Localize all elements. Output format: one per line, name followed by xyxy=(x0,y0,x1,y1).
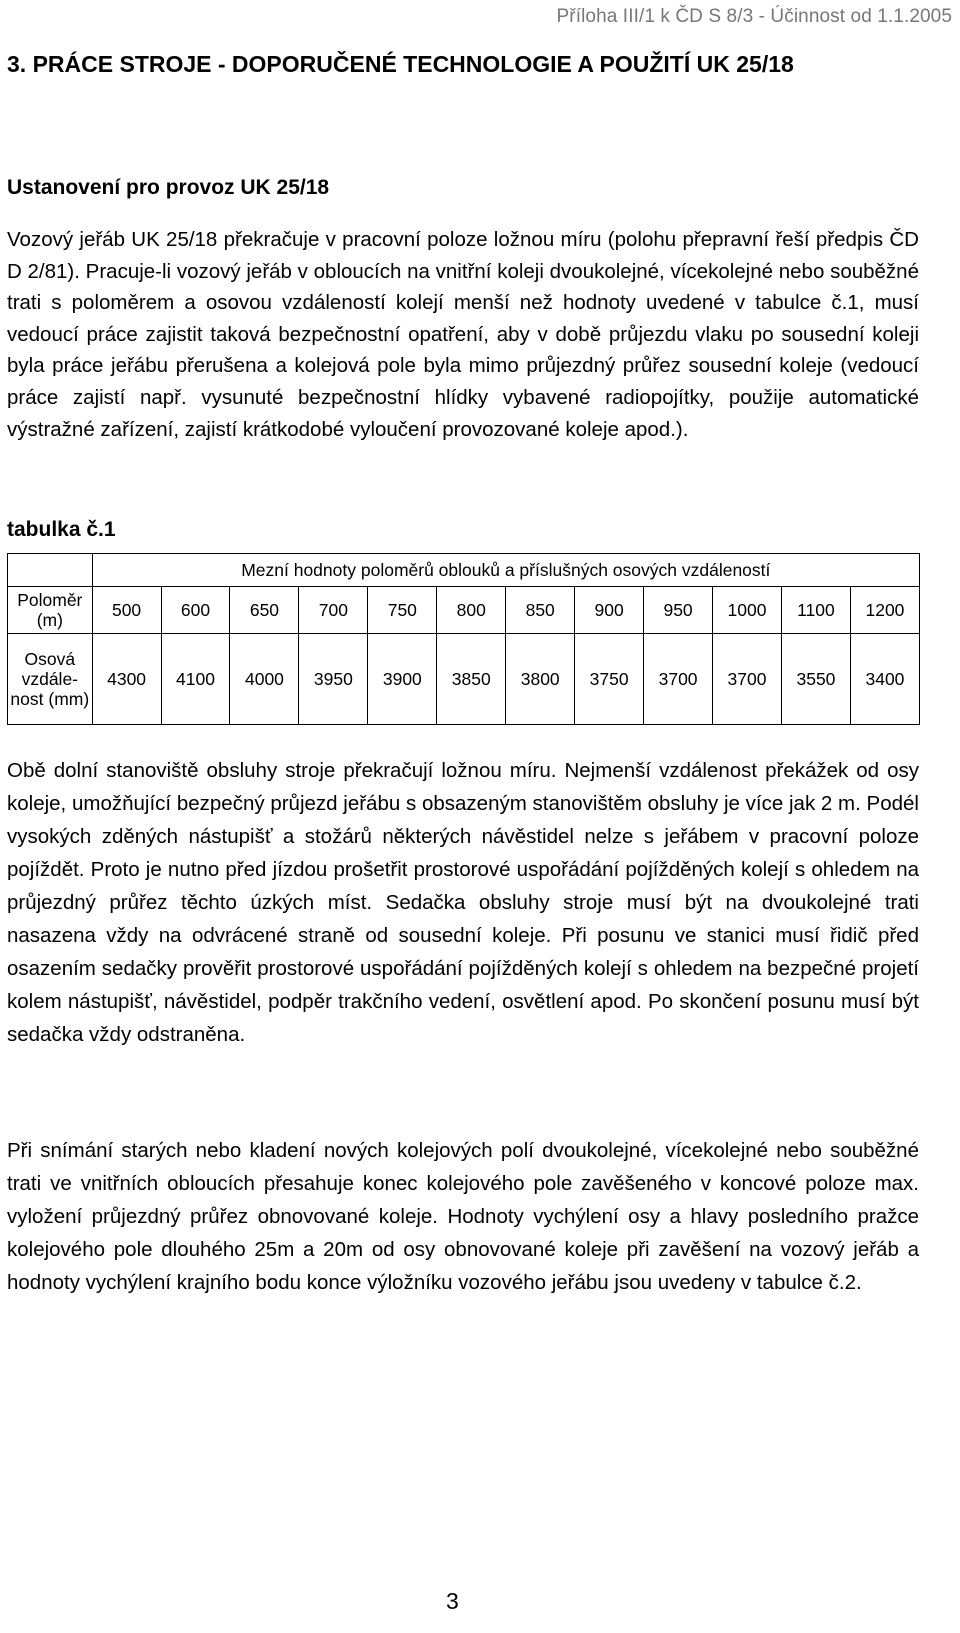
axis-distance-value: 3950 xyxy=(299,634,368,725)
radius-value: 1200 xyxy=(850,587,919,634)
axis-distance-value: 3700 xyxy=(713,634,782,725)
table-row-radius xyxy=(8,587,920,634)
paragraph-track-panel-overhang: Při snímání starých nebo kladení nových kolejových polí dvoukolejné, vícekolejné nebo souběžné trati ve vnitřních obloucích přesahuje konec kolejového pole zavěšeného v koncové poloze max. vyložení průjezdný průřez obnovované koleje. Hodnoty vychýlení osy a hlavy posledního pražce kolejového pole dlouhého 25m a 20m od osy obnovované koleje při zavěšení na vozový jeřáb a hodnoty vychýlení krajního bodu konce výložníku vozového jeřábu jsou uvedeny v tabulce č.2. xyxy=(7,1139,919,1294)
paragraph-operator-stations: Obě dolní stanoviště obsluhy stroje překračují ložnou míru. Nejmenší vzdálenost překážek od osy koleje, umožňující bezpečný průjezd jeřábu s obsazeným stanovištěm obsluhy je více jak 2 m. Podél vysokých zděných nástupišť a stožárů některých návěstidel nelze s jeřábem v pracovní poloze pojíždět. Proto je nutno před jízdou prošetřit prostorové uspořádání pojížděných kolejí s ohledem na průjezdný průřez těchto úzkých míst. Sedačka obsluhy stroje musí být na dvoukolejné trati nasazena vždy na odvrácené straně od sousední koleje. Při posunu ve stanici musí řidič před osazením sedačky prověřit prostorové uspořádání pojížděných kolejí s ohledem na bezpečné projetí kolem nástupišť, návěstidel, podpěr trakčního vedení, osvětlení apod. Po skončení posunu musí být sedačka vždy odstraněna. xyxy=(7,759,919,1046)
axis-distance-value: 3700 xyxy=(644,634,713,725)
radius-value: 1100 xyxy=(781,587,850,634)
axis-distance-value: 3850 xyxy=(437,634,506,725)
axis-distance-value: 3550 xyxy=(781,634,850,725)
table-corner-cell xyxy=(8,554,93,587)
table-header-cell: Mezní hodnoty poloměrů oblouků a příslušných osových vzdáleností xyxy=(92,554,919,587)
table-row-axis-distance xyxy=(8,634,920,725)
axis-distance-value: 3750 xyxy=(575,634,644,725)
table-header-row xyxy=(8,554,920,587)
axis-distance-value: 3900 xyxy=(368,634,437,725)
page-number: 3 xyxy=(446,1588,459,1614)
radius-value: 1000 xyxy=(713,587,782,634)
document-header-note: Příloha III/1 k ČD S 8/3 - Účinnost od 1.1.2005 xyxy=(556,6,952,27)
radius-label-cell: Poloměr (m) xyxy=(8,587,93,634)
axis-distance-label-cell: Osová vzdále-nost (mm) xyxy=(8,634,93,725)
limits-table xyxy=(7,553,920,725)
axis-distance-value: 4100 xyxy=(161,634,230,725)
radius-value: 850 xyxy=(506,587,575,634)
radius-value: 700 xyxy=(299,587,368,634)
radius-value: 500 xyxy=(92,587,161,634)
radius-value: 900 xyxy=(575,587,644,634)
paragraph-operation-rules: Vozový jeřáb UK 25/18 překračuje v pracovní poloze ložnou míru (polohu přepravní řeší předpis ČD D 2/81). Pracuje-li vozový jeřáb v obloucích na vnitřní koleji dvoukolejné, vícekolejné nebo souběžné trati s poloměrem a osovou vzdáleností kolejí menší než hodnoty uvedené v tabulce č.1, musí vedoucí práce zajistit taková bezpečnostní opatření, aby v době průjezdu vlaku po sousední koleji byla práce jeřábu přerušena a kolejová pole byla mimo průjezdný průřez sousední koleje (vedoucí práce zajistí např. vysunuté bezpečnostní hlídky vybavené radiopojítky, použije automatické výstražné zařízení, zajistí krátkodobé vyloučení provozované koleje apod.). xyxy=(7,228,919,441)
radius-value: 800 xyxy=(437,587,506,634)
table-caption: tabulka č.1 xyxy=(7,518,116,541)
radius-value: 750 xyxy=(368,587,437,634)
radius-value: 950 xyxy=(644,587,713,634)
section-title: 3. PRÁCE STROJE - DOPORUČENÉ TECHNOLOGIE A POUŽITÍ UK 25/18 xyxy=(7,51,794,77)
axis-distance-value: 4000 xyxy=(230,634,299,725)
subsection-title: Ustanovení pro provoz UK 25/18 xyxy=(7,176,330,199)
axis-distance-value: 4300 xyxy=(92,634,161,725)
axis-distance-value: 3800 xyxy=(506,634,575,725)
axis-distance-value: 3400 xyxy=(850,634,919,725)
radius-value: 600 xyxy=(161,587,230,634)
radius-value: 650 xyxy=(230,587,299,634)
